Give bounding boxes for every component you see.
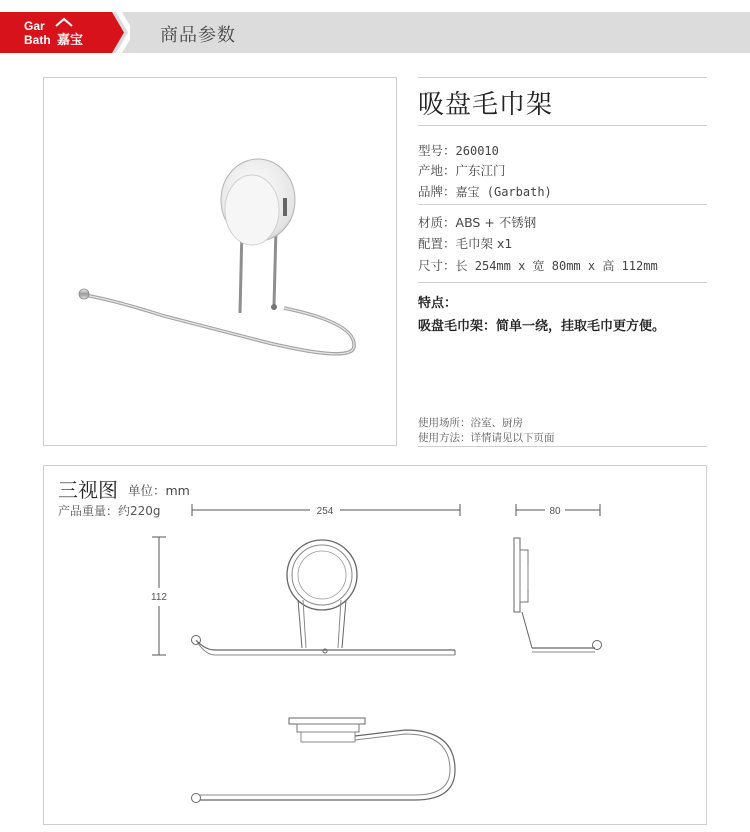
three-view-title: 三视图 <box>58 478 118 502</box>
weight-label: 产品重量：约220g <box>58 504 161 518</box>
spec-value: 嘉宝 (Garbath) <box>455 185 552 199</box>
spec-value: 长 254mm x 宽 80mm x 高 112mm <box>455 259 658 273</box>
spec-label: 产地： <box>418 163 456 178</box>
spec-value: 广东江门 <box>455 163 506 178</box>
brand-logo-text-cn: 嘉宝 <box>57 33 84 48</box>
spec-label: 配置： <box>418 236 456 251</box>
section-title: 商品参数 <box>160 25 236 46</box>
spec-label: 型号： <box>418 143 456 158</box>
brand-logo-text-bottom: Bath <box>24 33 51 47</box>
spec-label: 材质： <box>418 215 456 230</box>
dim-height-label: 112 <box>151 592 167 603</box>
usage-place: 使用场所：浴室、厨房 <box>418 417 523 429</box>
product-name: 吸盘毛巾架 <box>418 90 554 120</box>
spec-label: 尺寸： <box>418 258 456 273</box>
brand-logo-text-top: Gar <box>24 19 45 33</box>
features-title: 特点： <box>418 296 458 311</box>
dim-length-label: 254 <box>316 506 334 517</box>
spec-value: 260010 <box>455 144 499 158</box>
dim-width-label: 80 <box>549 506 561 517</box>
unit-label: 单位：mm <box>128 483 190 498</box>
usage-method: 使用方法：详情请见以下页面 <box>418 432 555 444</box>
spec-value: 毛巾架 x1 <box>455 236 513 251</box>
spec-label: 品牌： <box>418 184 456 199</box>
spec-value: ABS + 不锈钢 <box>455 215 537 230</box>
features-text: 吸盘毛巾架：简单一绕，挂取毛巾更方便。 <box>418 319 666 334</box>
